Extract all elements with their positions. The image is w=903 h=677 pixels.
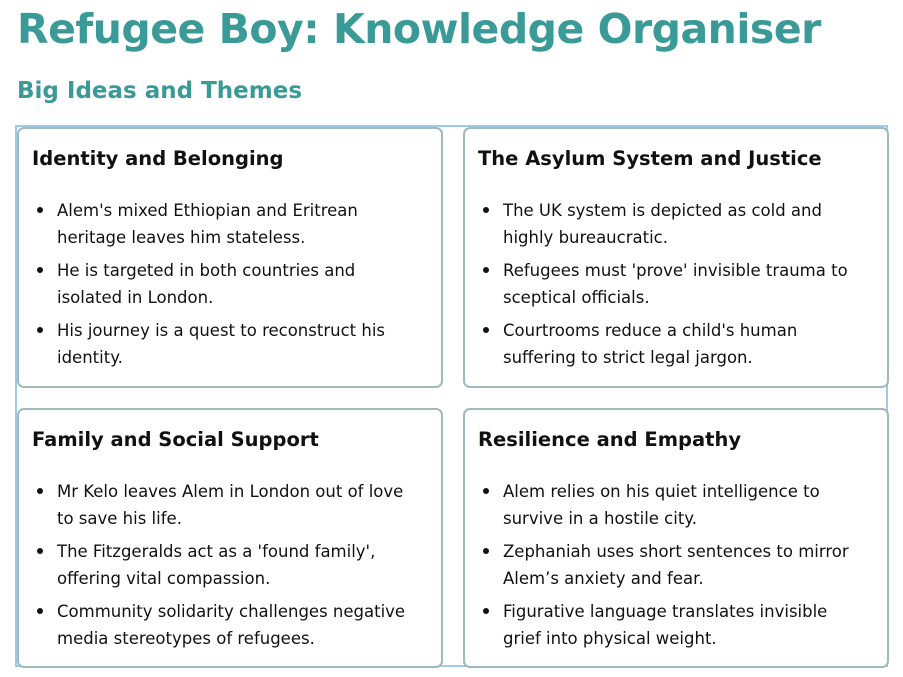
theme-card-resilience-and-empathy — [463, 408, 889, 668]
theme-card-asylum-system-and-justice — [463, 127, 889, 388]
bullet-icon — [483, 327, 489, 333]
list-item-text: Courtrooms reduce a child's human suffering to strict legal jargon. — [503, 321, 798, 367]
list-item — [32, 478, 424, 532]
list-item-text: Alem's mixed Ethiopian and Eritrean heritage leaves him stateless. — [57, 201, 358, 247]
bullet-icon — [37, 608, 43, 614]
list-item — [478, 478, 870, 532]
bullet-icon — [37, 207, 43, 213]
card-bullet-list — [478, 197, 870, 377]
list-item — [32, 598, 424, 652]
list-item — [32, 538, 424, 592]
bullet-icon — [37, 267, 43, 273]
bullet-icon — [37, 548, 43, 554]
list-item-text: Community solidarity challenges negative media stereotypes of refugees. — [57, 602, 406, 648]
list-item-text: His journey is a quest to reconstruct his identity. — [57, 321, 385, 367]
card-heading: Family and Social Support — [32, 428, 319, 451]
card-heading: The Asylum System and Justice — [478, 147, 822, 170]
card-bullet-list — [32, 478, 424, 658]
bullet-icon — [483, 608, 489, 614]
bullet-icon — [483, 488, 489, 494]
list-item-text: The UK system is depicted as cold and highly bureaucratic. — [503, 201, 822, 247]
list-item-text: Figurative language translates invisible grief into physical weight. — [503, 602, 828, 648]
list-item — [32, 317, 424, 371]
list-item — [478, 257, 870, 311]
card-heading: Identity and Belonging — [32, 147, 284, 170]
list-item-text: Refugees must 'prove' invisible trauma to sceptical officials. — [503, 261, 848, 307]
list-item — [32, 257, 424, 311]
list-item-text: The Fitzgeralds act as a 'found family', offering vital compassion. — [57, 542, 376, 588]
theme-card-family-and-social-support — [17, 408, 443, 668]
list-item-text: Alem relies on his quiet intelligence to survive in a hostile city. — [503, 482, 820, 528]
bullet-icon — [483, 548, 489, 554]
list-item — [478, 538, 870, 592]
list-item-text: Zephaniah uses short sentences to mirror Alem’s anxiety and fear. — [503, 542, 849, 588]
page-title: Refugee Boy: Knowledge Organiser — [17, 5, 821, 53]
list-item — [32, 197, 424, 251]
list-item-text: He is targeted in both countries and isolated in London. — [57, 261, 356, 307]
list-item — [478, 598, 870, 652]
bullet-icon — [37, 327, 43, 333]
bullet-icon — [483, 267, 489, 273]
list-item-text: Mr Kelo leaves Alem in London out of love to save his life. — [57, 482, 404, 528]
card-bullet-list — [478, 478, 870, 658]
list-item — [478, 317, 870, 371]
bullet-icon — [483, 207, 489, 213]
list-item — [478, 197, 870, 251]
theme-card-identity-and-belonging — [17, 127, 443, 388]
card-bullet-list — [32, 197, 424, 377]
bullet-icon — [37, 488, 43, 494]
section-subtitle: Big Ideas and Themes — [17, 78, 303, 104]
card-heading: Resilience and Empathy — [478, 428, 742, 451]
